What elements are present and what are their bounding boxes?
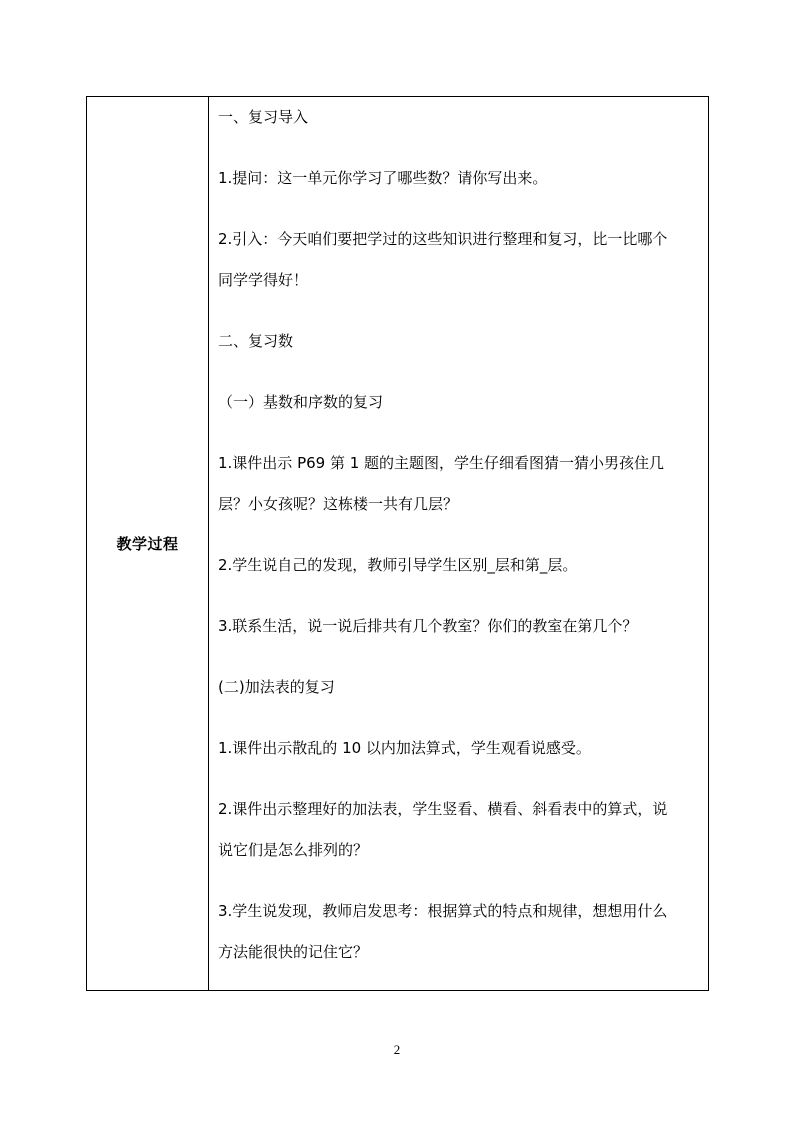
section-content-cell	[209, 97, 709, 991]
heading-review-numbers: 二、复习数	[218, 332, 294, 350]
paragraph-think-line1: 3.学生说发现，教师启发思考：根据算式的特点和规律，想想用什么	[218, 902, 668, 920]
section-label: 教学过程	[116, 535, 179, 553]
paragraph-scattered-formulas: 1.课件出示散乱的 10 以内加法算式，学生观看说感受。	[218, 739, 591, 757]
heading-review-intro: 一、复习导入	[218, 108, 309, 126]
section-label-cell	[87, 97, 209, 991]
paragraph-intro-line1: 2.引入：今天咱们要把学过的这些知识进行整理和复习，比一比哪个	[218, 230, 668, 248]
paragraph-addition-table-line1: 2.课件出示整理好的加法表，学生竖看、横看、斜看表中的算式，说	[218, 800, 668, 818]
paragraph-think-line2: 方法能很快的记住它？	[218, 943, 369, 961]
lesson-plan-table	[86, 96, 709, 991]
paragraph-addition-table-line2: 说它们是怎么排列的？	[218, 841, 369, 859]
table-row	[87, 97, 709, 991]
paragraph-student-discovery: 2.学生说自己的发现，教师引导学生区别_层和第_层。	[218, 556, 578, 574]
paragraph-life-connection: 3.联系生活，说一说后排共有几个教室？你们的教室在第几个？	[218, 617, 638, 635]
page-number: 2	[393, 1042, 401, 1057]
paragraph-courseware-line1: 1.课件出示 P69 第 1 题的主题图，学生仔细看图猜一猜小男孩住几	[218, 454, 665, 472]
paragraph-courseware-line2: 层？小女孩呢？这栋楼一共有几层？	[218, 495, 459, 513]
subheading-addition-table: (二)加法表的复习	[218, 678, 335, 696]
paragraph-question: 1.提问：这一单元你学习了哪些数？请你写出来。	[218, 169, 548, 187]
subheading-cardinal-ordinal: （一）基数和序数的复习	[218, 393, 384, 411]
paragraph-intro-line2: 同学学得好！	[218, 271, 309, 289]
